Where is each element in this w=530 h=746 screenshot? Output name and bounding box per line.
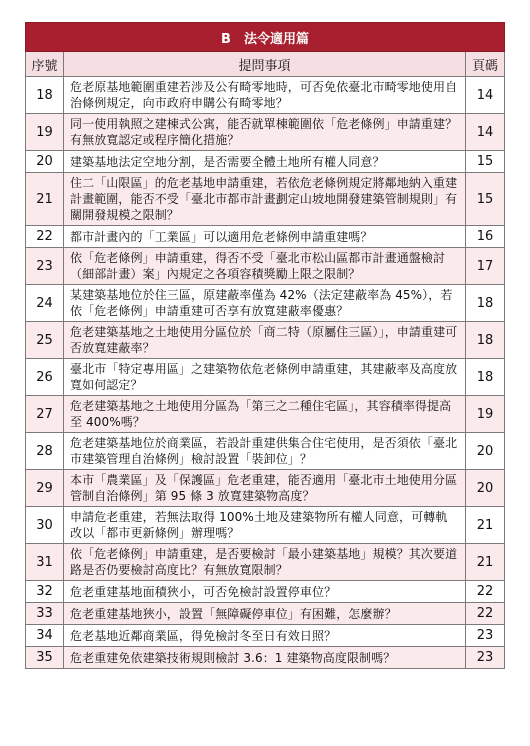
row-number: 29: [26, 470, 64, 507]
table-row: [26, 396, 505, 433]
row-question: 建築基地法定空地分割，是否需要全體土地所有權人同意？: [64, 151, 466, 173]
row-page: 17: [466, 248, 505, 285]
table-row: [26, 581, 505, 603]
row-question: 危老原基地範圍重建若涉及公有畸零地時，可否免依臺北市畸零地使用自治條例規定，向市政府申購公有畸零地？: [64, 77, 466, 114]
row-number: 23: [26, 248, 64, 285]
row-page: 14: [466, 77, 505, 114]
toc-table: [25, 22, 505, 669]
row-question: 都市計畫內的「工業區」可以適用危老條例申請重建嗎？: [64, 226, 466, 248]
table-row: [26, 507, 505, 544]
row-number: 24: [26, 285, 64, 322]
header-page: 頁碼: [466, 52, 505, 77]
row-number: 25: [26, 322, 64, 359]
row-page: 22: [466, 581, 505, 603]
table-row: [26, 151, 505, 173]
row-page: 20: [466, 470, 505, 507]
row-question: 某建築基地位於住三區，原建蔽率僅為 42%（法定建蔽率為 45%），若依「危老條例」申請重建可否享有放寬建蔽率優惠？: [64, 285, 466, 322]
table-row: [26, 322, 505, 359]
row-page: 21: [466, 507, 505, 544]
table-row: [26, 173, 505, 226]
table-row: [26, 625, 505, 647]
row-page: 16: [466, 226, 505, 248]
table-row: [26, 647, 505, 669]
row-page: 22: [466, 603, 505, 625]
row-question: 危老基地近鄰商業區，得免檢討冬至日有效日照？: [64, 625, 466, 647]
table-row: [26, 433, 505, 470]
row-number: 28: [26, 433, 64, 470]
row-page: 21: [466, 544, 505, 581]
row-number: 26: [26, 359, 64, 396]
section-banner-row: [26, 23, 505, 52]
toc-table-container: [25, 22, 505, 669]
row-question: 危老建築基地之土地使用分區位於「商二特（原屬住三區）」，申請重建可否放寬建蔽率？: [64, 322, 466, 359]
row-question: 申請危老重建，若無法取得 100%土地及建築物所有權人同意，可轉軌改以「都市更新條例」辦理嗎？: [64, 507, 466, 544]
row-question: 危老重建免依建築技術規則檢討 3.6：1 建築物高度限制嗎？: [64, 647, 466, 669]
row-question: 本市「農業區」及「保護區」危老重建，能否適用「臺北市土地使用分區管制自治條例」第 95 條 3 放寬建築物高度？: [64, 470, 466, 507]
row-page: 15: [466, 173, 505, 226]
row-page: 18: [466, 285, 505, 322]
row-number: 18: [26, 77, 64, 114]
table-row: [26, 603, 505, 625]
row-number: 19: [26, 114, 64, 151]
row-question: 危老重建基地面積狹小，可否免檢討設置停車位？: [64, 581, 466, 603]
row-number: 32: [26, 581, 64, 603]
table-row: [26, 359, 505, 396]
row-question: 住二「山限區」的危老基地申請重建，若依危老條例規定將鄰地納入重建計畫範圍，能否不受「臺北市都市計畫劃定山坡地開發建築管制規則」有關開發規模之限制？: [64, 173, 466, 226]
row-number: 27: [26, 396, 64, 433]
section-title: B 法令適用篇: [26, 23, 505, 52]
row-question: 臺北市「特定專用區」之建築物依危老條例申請重建，其建蔽率及高度放寬如何認定？: [64, 359, 466, 396]
row-question: 危老建築基地位於商業區，若設計重建供集合住宅使用，是否須依「臺北市建築管理自治條例」檢討設置「裝卸位」？: [64, 433, 466, 470]
row-number: 31: [26, 544, 64, 581]
row-number: 35: [26, 647, 64, 669]
row-question: 依「危老條例」申請重建，是否要檢討「最小建築基地」規模？其次要道路是否仍要檢討高度比？有無放寬限制？: [64, 544, 466, 581]
row-page: 23: [466, 647, 505, 669]
row-page: 19: [466, 396, 505, 433]
table-row: [26, 114, 505, 151]
row-number: 34: [26, 625, 64, 647]
row-page: 15: [466, 151, 505, 173]
table-row: [26, 226, 505, 248]
row-number: 22: [26, 226, 64, 248]
row-page: 18: [466, 322, 505, 359]
table-row: [26, 544, 505, 581]
row-page: 14: [466, 114, 505, 151]
row-question: 危老重建基地狹小，設置「無障礙停車位」有困難，怎麼辦？: [64, 603, 466, 625]
table-row: [26, 470, 505, 507]
row-page: 23: [466, 625, 505, 647]
table-row: [26, 285, 505, 322]
header-row: [26, 52, 505, 77]
header-question: 提問事項: [64, 52, 466, 77]
table-row: [26, 77, 505, 114]
row-number: 20: [26, 151, 64, 173]
row-number: 30: [26, 507, 64, 544]
row-question: 依「危老條例」申請重建，得否不受「臺北市松山區都市計畫通盤檢討（細部計畫）案」內規定之各項容積獎勵上限之限制？: [64, 248, 466, 285]
row-question: 危老建築基地之土地使用分區為「第三之二種住宅區」，其容積率得提高至 400%嗎？: [64, 396, 466, 433]
row-question: 同一使用執照之建棟式公寓，能否就單棟範圍依「危老條例」申請重建？有無放寬認定或程序簡化措施？: [64, 114, 466, 151]
row-number: 33: [26, 603, 64, 625]
row-page: 18: [466, 359, 505, 396]
table-row: [26, 248, 505, 285]
header-no: 序號: [26, 52, 64, 77]
row-number: 21: [26, 173, 64, 226]
row-page: 20: [466, 433, 505, 470]
